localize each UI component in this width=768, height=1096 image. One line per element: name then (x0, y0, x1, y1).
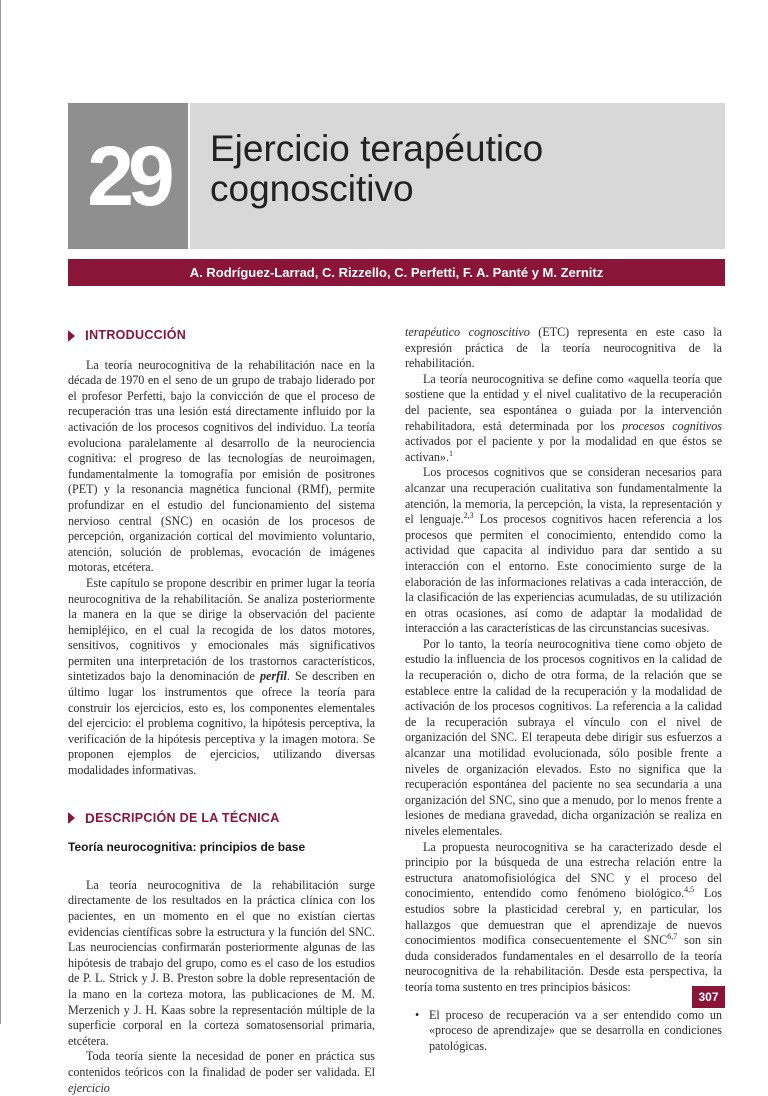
intro-p2-text-a: Este capítulo se propone describir en primer lugar la teoría neurocognitiva de la rehabilitación. Se analiza posteriormente la manera en la que se dirige la observación del paciente hemipléjico, en el cual la recogida de los datos motores, sensitivos, cognitivos y emocionales más significativos permiten una interpretación de los trastornos característicos, sintetizados bajo la denominación de (68, 575, 375, 684)
right-p1-italic: procesos cognitivos (622, 418, 722, 433)
intro-paragraph-2 (68, 576, 375, 779)
chapter-title-line1: Ejercicio terapéutico (210, 128, 544, 169)
right-p0-italic: terapéutico cognoscitivo (405, 325, 530, 339)
right-p4-text-c: son sin duda considerados fundamentales en el desarrollo de la teoría neurocognitiva de la rehabilitación. Desde esta perspectiva, la teoría toma sustento en tres principios básicos: (405, 933, 722, 994)
reference-superscript: 2,3 (463, 511, 474, 521)
reference-superscript: 6,7 (667, 932, 678, 942)
technique-paragraph-2 (68, 1049, 375, 1096)
technique-p2-text: Toda teoría siente la necesidad de poner en práctica sus contenidos teóricos con la finalidad de poder ser validada. El (68, 1049, 375, 1079)
technique-paragraph-1: La teoría neurocognitiva de la rehabilitación surge directamente de los resultados en la práctica clínica con los pacientes, en un momento en el que no existían ciertas evidencias científicas sobre la estructura y la función del SNC. Las neurociencias confirmarán posteriormente algunas de las hipótesis de trabajo del grupo, como es el caso de los estudios de P. L. Strick y J. B. Preston sobre la doble representación de la mano en la corteza motora, las publicaciones de M. M. Merzenich y J. H. Kaas sobre la representación múltiple de la superficie corporal en la corteza somatosensorial primaria, etcétera. (68, 877, 375, 1048)
right-paragraph-3: Por lo tanto, la teoría neurocognitiva tiene como objeto de estudio la influencia de los procesos cognitivos en la calidad de la recuperación o, dicho de otra forma, de la relación que se establece entre la calidad de la recuperación y la modalidad de activación de los procesos cognitivos. La referencia a la calidad de la recuperación subraya el vínculo con el nivel de organización del SNC. El terapeuta debe dirigir sus esfuerzos a alcanzar una motilidad evolucionada, sólo posible frente a niveles de organización elevados. Esto no significa que la recuperación espontánea del paciente no sea secundaria a una organización del SNC, sino que a menudo, por lo menos frente a lesiones de mediana gravedad, dicha organización se realiza en niveles elementales. (405, 636, 722, 838)
right-p2-text-b: Los procesos cognitivos hacen referencia a los procesos que permiten el conocimiento, entendido como la actividad que capacita al individuo para dar sentido a su interacción con el entorno. Este conocimiento surge de la elaboración de las informaciones relativas a cada interacción, de la clasificación de las experiencias acumuladas, de su utilización en otras ocasiones, así como de adaptar la modalidad de interacción a las características de las circunstancias sucesivas. (405, 512, 723, 636)
right-paragraph-0 (405, 325, 722, 372)
right-p4-text-b: Los estudios sobre la plasticidad cerebral y, en particular, los hallazgos que demuestran que el aprendizaje de nuevos conocimientos modifica consecuentemente el SNC (405, 886, 722, 948)
bullet-item (405, 1008, 722, 1055)
technique-p2-italic: ejercicio (68, 1080, 110, 1095)
right-paragraph-4 (405, 840, 722, 996)
right-column (405, 325, 722, 1054)
right-p1-text-b: activados por el paciente y por la modalidad en que éstos se activan». (405, 434, 722, 464)
right-paragraph-2 (405, 465, 722, 637)
intro-p2-italic: perfil (259, 669, 287, 684)
chapter-title-line2: cognoscitivo (210, 168, 414, 209)
right-p1-text-a: La teoría neurocognitiva se define como «aquella teoría que sostiene que la entidad y el nivel cualitativo de la recuperación del paciente, sea espontánea o guiada por la intervención rehabilitadora, está determinada por los (405, 371, 722, 433)
chapter-title-box (190, 103, 725, 249)
bullet-text: El proceso de recuperación va a ser entendido como un «proceso de aprendizaje» que se desarrolla en condiciones patológicas. (429, 1007, 722, 1053)
subsection-heading: Teoría neurocognitiva: principios de base (68, 840, 306, 855)
intro-p2-text-b: . Se describen en último lugar los instrumentos que ofrece la teoría para construir los ejercicios, esto es, los componentes elementales del ejercicio: el problema cognitivo, la hipótesis perceptiva, la verificación de la hipótesis perceptiva y la imagen motora. Se proponen ejemplos de ejercicios, utilizando diversas modalidades informativas. (68, 669, 375, 778)
section-heading-introduccion (68, 328, 375, 344)
page-edge-line (0, 0, 1, 1024)
right-p0-text: (ETC) representa en este caso la expresión práctica de la teoría neurocognitiva de la rehabilitación. (405, 325, 722, 371)
page-number: 307 (692, 986, 725, 1008)
section-marker-icon (68, 812, 75, 824)
authors-bar: A. Rodríguez-Larrad, C. Rizzello, C. Perfetti, F. A. Panté y M. Zernitz (68, 259, 725, 286)
bullet-icon: • (415, 1007, 420, 1022)
heading-initial: D (85, 810, 96, 826)
left-column (68, 328, 375, 1096)
intro-paragraph-1: La teoría neurocognitiva de la rehabilitación nace en la década de 1970 en el seno de un grupo de trabajo liderado por el profesor Perfetti, bajo la convicción de que el proceso de recuperación tras una lesión está directamente influido por la activación de los procesos cognitivos del individuo. La teoría evoluciona paralelamente al desarrollo de la neurociencia cognitiva: el progreso de las tecnologías de neuroimagen, fundamentalmente la tomografía por emisión de positrones (PET) y la resonancia magnética funcional (RMf), permite profundizar en el estudio del funcionamiento del sistema nervioso central (SNC) en ocasión de los procesos de percepción, organización cortical del movimiento voluntario, atención, solución de problemas, evocación de imágenes motoras, etcétera. (68, 357, 375, 575)
chapter-title (210, 129, 710, 209)
right-paragraph-1 (405, 372, 722, 466)
section-heading-tecnica (68, 811, 375, 827)
right-p2-text-a: Los procesos cognitivos que se consideran necesarios para alcanzar una recuperación cualitativa son fundamentalmente la atención, la memoria, la percepción, la vista, la representación y el lenguaje. (405, 465, 722, 527)
reference-superscript: 1 (449, 448, 453, 458)
right-p4-text-a: La propuesta neurocognitiva se ha caracterizado desde el principio por la búsqueda de una estrecha relación entre la estructura anatomofisiológica del SNC y el proceso del conocimiento, entendido como fenómeno biológico. (405, 839, 722, 901)
heading-rest: NTRODUCCIÓN (89, 328, 187, 342)
section-marker-icon (68, 330, 75, 342)
heading-rest: ESCRIPCIÓN DE LA TÉCNICA (95, 810, 280, 825)
chapter-number: 29 (68, 103, 188, 249)
reference-superscript: 4,5 (684, 885, 695, 895)
heading-initial: I (85, 328, 90, 343)
